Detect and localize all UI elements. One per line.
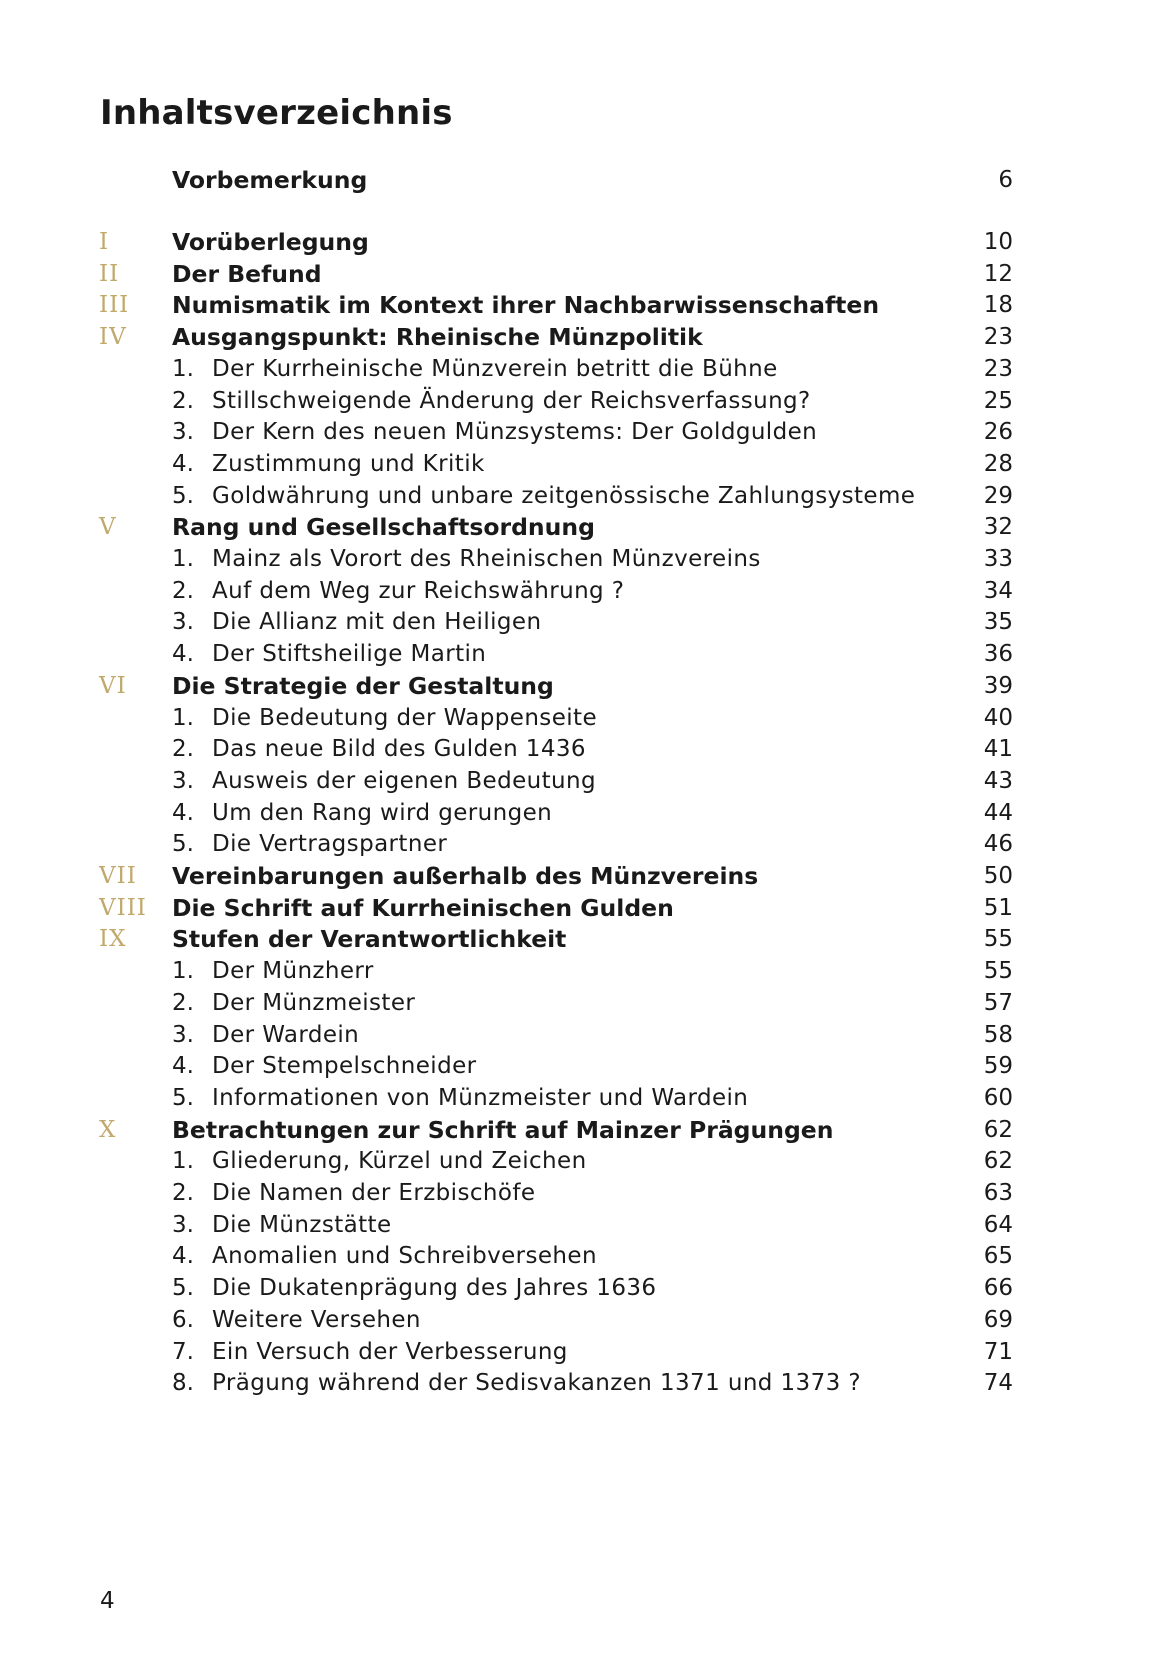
section-page-number: 28	[983, 450, 1013, 477]
chapter-page-number: 62	[983, 1116, 1013, 1143]
section-number: 5.	[172, 482, 194, 509]
chapter-page-number: 51	[983, 894, 1013, 921]
section-page-number: 35	[983, 609, 1013, 636]
chapter-title: Betrachtungen zur Schrift auf Mainzer Prägungen	[172, 1115, 834, 1144]
section-page-number: 55	[983, 958, 1013, 985]
toc-section-row[interactable]	[0, 415, 1166, 449]
section-title: Die Namen der Erzbischöfe	[212, 1180, 536, 1206]
section-number: 5.	[172, 1084, 194, 1111]
section-title: Die Münzstätte	[212, 1211, 392, 1238]
section-page-number: 71	[983, 1338, 1013, 1365]
chapter-roman-numeral: VII	[99, 863, 137, 889]
section-number: 4.	[172, 799, 194, 826]
chapter-page-number: 32	[983, 514, 1013, 541]
section-title: Der Stiftsheilige Martin	[212, 641, 487, 668]
section-page-number: 25	[983, 387, 1013, 414]
section-title: Informationen von Münzmeister und Wardein	[212, 1084, 749, 1111]
chapter-page-number: 39	[983, 672, 1013, 699]
toc-section-row[interactable]	[0, 605, 1166, 639]
chapter-page-number: 23	[983, 324, 1013, 351]
chapter-roman-numeral: IX	[99, 926, 127, 953]
section-number: 8.	[172, 1370, 194, 1397]
toc-section-row[interactable]	[0, 1303, 1166, 1337]
section-title: Die Bedeutung der Wappenseite	[212, 704, 598, 731]
section-title: Anomalien und Schreibversehen	[212, 1243, 597, 1270]
section-page-number: 64	[983, 1211, 1013, 1238]
section-page-number: 63	[983, 1180, 1013, 1206]
toc-section-row[interactable]	[0, 732, 1166, 766]
chapter-roman-numeral: VIII	[99, 894, 147, 921]
section-number: 3.	[172, 609, 194, 636]
chapter-title: Stufen der Verantwortlichkeit	[172, 925, 567, 954]
section-title: Weitere Versehen	[212, 1306, 421, 1333]
section-page-number: 34	[983, 577, 1013, 604]
toc-section-row[interactable]	[0, 1208, 1166, 1242]
section-title: Die Allianz mit den Heiligen	[212, 609, 542, 636]
toc-section-row[interactable]	[0, 1018, 1166, 1052]
chapter-roman-numeral: IV	[99, 324, 127, 351]
chapter-page-number: 50	[983, 863, 1013, 889]
section-number: 4.	[172, 1053, 194, 1080]
chapter-page-number: 18	[983, 292, 1013, 319]
section-number: 1.	[172, 546, 194, 572]
toc-chapter-row[interactable]	[0, 859, 1166, 893]
section-title: Der Wardein	[212, 1021, 360, 1048]
toc-section-row[interactable]	[0, 701, 1166, 735]
chapter-title: Numismatik im Kontext ihrer Nachbarwissenschaften	[172, 291, 880, 320]
chapter-roman-numeral: V	[99, 514, 117, 541]
toc-chapter-row[interactable]	[0, 669, 1166, 703]
toc-section-row[interactable]	[0, 1271, 1166, 1305]
section-page-number: 23	[983, 355, 1013, 382]
toc-section-row[interactable]	[0, 1335, 1166, 1369]
page-folio: 4	[100, 1588, 115, 1614]
chapter-roman-numeral: X	[99, 1116, 117, 1143]
toc-chapter-row[interactable]	[0, 257, 1166, 291]
section-page-number: 60	[983, 1084, 1013, 1111]
toc-chapter-row[interactable]	[0, 922, 1166, 956]
section-title: Der Münzherr	[212, 958, 374, 985]
toc-chapter-row[interactable]	[0, 288, 1166, 322]
section-title: Zustimmung und Kritik	[212, 450, 485, 477]
section-number: 4.	[172, 450, 194, 477]
section-number: 5.	[172, 831, 194, 858]
section-page-number: 57	[983, 989, 1013, 1016]
preface-page-number: 6	[998, 167, 1013, 193]
toc-chapter-row[interactable]	[0, 891, 1166, 925]
section-title: Der Münzmeister	[212, 989, 416, 1016]
toc-section-row[interactable]	[0, 1239, 1166, 1273]
chapter-title: Vereinbarungen außerhalb des Münzvereins	[172, 862, 759, 890]
section-page-number: 59	[983, 1053, 1013, 1080]
section-number: 2.	[172, 387, 194, 414]
section-page-number: 41	[983, 736, 1013, 763]
chapter-title: Die Strategie der Gestaltung	[172, 671, 554, 700]
section-number: 4.	[172, 1243, 194, 1270]
preface-title: Vorbemerkung	[172, 166, 368, 194]
section-number: 2.	[172, 1180, 194, 1206]
section-page-number: 62	[983, 1148, 1013, 1175]
section-number: 2.	[172, 989, 194, 1016]
toc-section-row[interactable]	[0, 352, 1166, 386]
section-page-number: 66	[983, 1275, 1013, 1302]
toc-section-row[interactable]	[0, 574, 1166, 608]
section-page-number: 65	[983, 1243, 1013, 1270]
section-title: Das neue Bild des Gulden 1436	[212, 736, 586, 763]
chapter-roman-numeral: I	[99, 229, 110, 255]
section-page-number: 43	[983, 767, 1013, 794]
section-title: Ein Versuch der Verbesserung	[212, 1338, 568, 1365]
section-number: 3.	[172, 1021, 194, 1048]
section-page-number: 46	[983, 831, 1013, 858]
section-number: 1.	[172, 355, 194, 382]
section-title: Die Vertragspartner	[212, 831, 448, 858]
chapter-page-number: 10	[983, 229, 1013, 255]
section-page-number: 74	[983, 1370, 1013, 1397]
section-title: Mainz als Vorort des Rheinischen Münzvereins	[212, 546, 761, 572]
chapter-roman-numeral: VI	[99, 672, 127, 699]
chapter-title: Rang und Gesellschaftsordnung	[172, 513, 595, 542]
chapter-title: Der Befund	[172, 259, 322, 288]
toc-chapter-row[interactable]	[0, 510, 1166, 544]
section-page-number: 58	[983, 1021, 1013, 1048]
section-title: Prägung während der Sedisvakanzen 1371 und 1373 ?	[212, 1370, 861, 1397]
section-number: 2.	[172, 577, 194, 604]
section-page-number: 44	[983, 799, 1013, 826]
toc-section-row[interactable]	[0, 542, 1166, 576]
section-page-number: 26	[983, 419, 1013, 446]
chapter-title: Vorüberlegung	[172, 228, 369, 256]
section-title: Der Stempelschneider	[212, 1053, 477, 1080]
toc-section-row[interactable]	[0, 384, 1166, 418]
toc-section-row[interactable]	[0, 1081, 1166, 1115]
section-number: 2.	[172, 736, 194, 763]
chapter-roman-numeral: III	[99, 292, 130, 319]
chapter-title: Die Schrift auf Kurrheinischen Gulden	[172, 893, 674, 922]
page-title: Inhaltsverzeichnis	[100, 93, 453, 133]
section-number: 1.	[172, 704, 194, 731]
toc-section-row[interactable]	[0, 1176, 1166, 1210]
section-title: Auf dem Weg zur Reichswährung ?	[212, 577, 625, 604]
section-number: 6.	[172, 1306, 194, 1333]
section-title: Goldwährung und unbare zeitgenössische Zahlungsysteme	[212, 482, 916, 509]
toc-chapter-row[interactable]	[0, 320, 1166, 354]
section-number: 1.	[172, 958, 194, 985]
section-page-number: 69	[983, 1306, 1013, 1333]
chapter-roman-numeral: II	[99, 260, 120, 287]
toc-section-row[interactable]	[0, 764, 1166, 798]
toc-section-row[interactable]	[0, 986, 1166, 1020]
chapter-page-number: 12	[983, 260, 1013, 287]
toc-section-row[interactable]	[0, 954, 1166, 988]
toc-section-row[interactable]	[0, 1366, 1166, 1400]
section-title: Die Dukatenprägung des Jahres 1636	[212, 1275, 657, 1302]
toc-section-row[interactable]	[0, 479, 1166, 513]
section-title: Gliederung, Kürzel und Zeichen	[212, 1148, 587, 1175]
toc-section-row[interactable]	[0, 637, 1166, 671]
section-title: Der Kern des neuen Münzsystems: Der Goldgulden	[212, 419, 818, 446]
section-number: 3.	[172, 1211, 194, 1238]
toc-section-row[interactable]	[0, 1049, 1166, 1083]
toc-preface-row[interactable]	[0, 163, 1166, 197]
section-title: Stillschweigende Änderung der Reichsverfassung?	[212, 387, 811, 414]
section-page-number: 36	[983, 641, 1013, 668]
toc-section-row[interactable]	[0, 827, 1166, 861]
section-page-number: 29	[983, 482, 1013, 509]
section-title: Um den Rang wird gerungen	[212, 799, 553, 826]
section-number: 4.	[172, 641, 194, 668]
section-title: Der Kurrheinische Münzverein betritt die Bühne	[212, 355, 778, 382]
toc-chapter-row[interactable]	[0, 1113, 1166, 1147]
chapter-title: Ausgangspunkt: Rheinische Münzpolitik	[172, 323, 703, 352]
section-number: 5.	[172, 1275, 194, 1302]
section-number: 7.	[172, 1338, 194, 1365]
section-page-number: 40	[983, 704, 1013, 731]
section-title: Ausweis der eigenen Bedeutung	[212, 767, 596, 794]
section-number: 1.	[172, 1148, 194, 1175]
chapter-page-number: 55	[983, 926, 1013, 953]
toc-section-row[interactable]	[0, 796, 1166, 830]
section-number: 3.	[172, 419, 194, 446]
section-number: 3.	[172, 767, 194, 794]
section-page-number: 33	[983, 546, 1013, 572]
toc-section-row[interactable]	[0, 447, 1166, 481]
toc-chapter-row[interactable]	[0, 225, 1166, 259]
toc-section-row[interactable]	[0, 1144, 1166, 1178]
